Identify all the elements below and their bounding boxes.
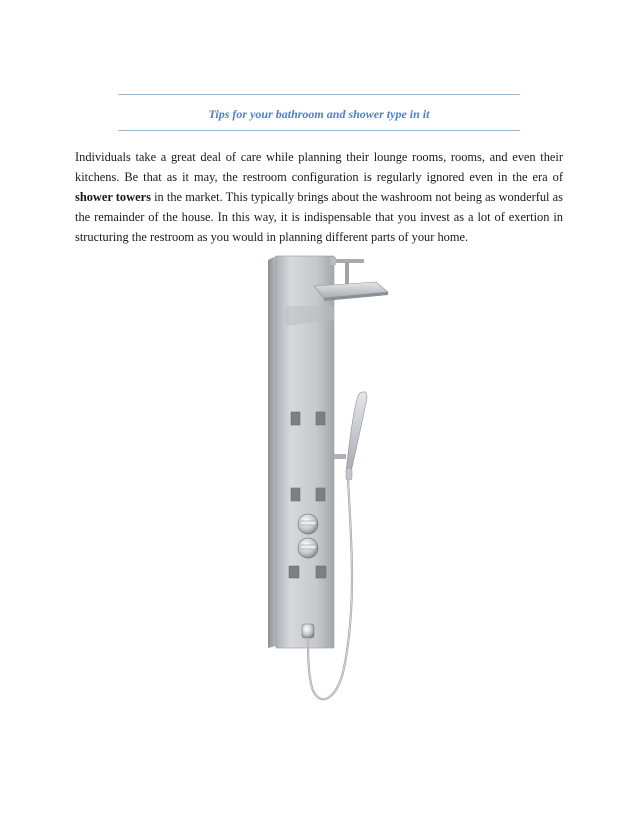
heading-rule-top [118, 94, 520, 95]
shower-arm-mount [330, 257, 336, 265]
hand-shower-holder [334, 454, 346, 459]
hose-outlet [302, 624, 314, 638]
body-paragraph [75, 147, 563, 247]
heading-rule-bottom [118, 130, 520, 131]
body-jet-icon [291, 488, 300, 501]
paragraph-text-end: in the market. This typically brings about the washroom not being as wonderful as the remainder of the house. In this way, it is indispensable that you invest as a lot of exertion in structuring the restroom as you would in planning different parts of your home. [75, 190, 563, 244]
shower-tower-image [250, 248, 390, 713]
paragraph-text-start: Individuals take a great deal of care while planning their lounge rooms, rooms, and even their kitchens. Be that as it may, the restroom configuration is regularly ignored even in the era of [75, 150, 563, 184]
body-jet-icon [316, 566, 326, 578]
shower-arm-drop [345, 262, 349, 284]
page-title: Tips for your bathroom and shower type in it [208, 107, 430, 121]
body-jet-icon [291, 412, 300, 425]
panel-side [268, 256, 276, 648]
paragraph-bold-term: shower towers [75, 190, 151, 204]
hand-shower-icon [346, 392, 367, 472]
body-jet-icon [289, 566, 299, 578]
body-jet-icon [316, 412, 325, 425]
body-jet-icon [316, 488, 325, 501]
